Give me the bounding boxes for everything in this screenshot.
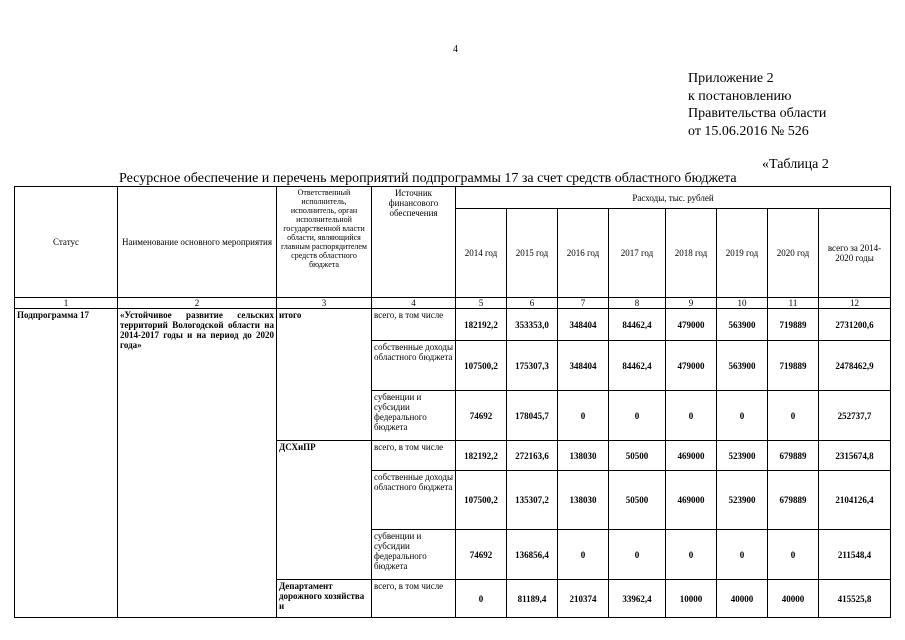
- value-cell: 182192,2: [456, 309, 507, 341]
- column-number: 2: [118, 298, 277, 309]
- appendix-line: к постановлению: [688, 88, 792, 104]
- value-cell: 40000: [768, 580, 819, 618]
- header-year: 2018 год: [666, 209, 717, 298]
- value-cell: 0: [666, 391, 717, 441]
- value-cell: 719889: [768, 341, 819, 391]
- column-number: 9: [666, 298, 717, 309]
- executor-cell: Департамент дорожного хозяйства и: [277, 580, 372, 618]
- value-cell: 272163,6: [507, 441, 558, 471]
- value-cell: 469000: [666, 471, 717, 530]
- column-number: 10: [717, 298, 768, 309]
- value-cell: 0: [609, 391, 666, 441]
- column-number: 8: [609, 298, 666, 309]
- header-status: Статус: [15, 187, 118, 298]
- value-cell: 348404: [558, 341, 609, 391]
- value-cell: 0: [717, 530, 768, 580]
- value-cell: 107500,2: [456, 471, 507, 530]
- column-number: 4: [372, 298, 456, 309]
- column-number: 12: [819, 298, 891, 309]
- value-cell: 0: [558, 391, 609, 441]
- value-cell: 523900: [717, 471, 768, 530]
- document-title: Ресурсное обеспечение и перечень мероприятий подпрограммы 17 за счет средств областного бюджета: [119, 171, 737, 186]
- source-cell: субвенции и субсидии федерального бюджета: [372, 530, 456, 580]
- source-cell: всего, в том числе: [372, 580, 456, 618]
- header-name: Наименование основного мероприятия: [118, 187, 277, 298]
- executor-cell: итого: [277, 309, 372, 441]
- total-cell: 2104126,4: [819, 471, 891, 530]
- value-cell: 0: [666, 530, 717, 580]
- column-number: 7: [558, 298, 609, 309]
- value-cell: 353353,0: [507, 309, 558, 341]
- value-cell: 679889: [768, 441, 819, 471]
- value-cell: 138030: [558, 471, 609, 530]
- column-number: 5: [456, 298, 507, 309]
- header-year: 2020 год: [768, 209, 819, 298]
- table-label: «Таблица 2: [762, 157, 829, 172]
- column-number: 3: [277, 298, 372, 309]
- column-number: 6: [507, 298, 558, 309]
- status-cell: Подпрограмма 17: [15, 309, 118, 618]
- header-year: 2016 год: [558, 209, 609, 298]
- source-cell: всего, в том числе: [372, 441, 456, 471]
- total-cell: 415525,8: [819, 580, 891, 618]
- value-cell: 563900: [717, 341, 768, 391]
- value-cell: 81189,4: [507, 580, 558, 618]
- value-cell: 719889: [768, 309, 819, 341]
- header-source: Источник финансового обеспечения: [372, 187, 456, 298]
- total-cell: 211548,4: [819, 530, 891, 580]
- source-cell: субвенции и субсидии федерального бюджета: [372, 391, 456, 441]
- total-cell: 2478462,9: [819, 341, 891, 391]
- value-cell: 0: [768, 530, 819, 580]
- header-year: 2019 год: [717, 209, 768, 298]
- value-cell: 84462,4: [609, 309, 666, 341]
- value-cell: 0: [717, 391, 768, 441]
- value-cell: 50500: [609, 471, 666, 530]
- value-cell: 135307,2: [507, 471, 558, 530]
- value-cell: 10000: [666, 580, 717, 618]
- executor-cell: ДСХиПР: [277, 441, 372, 580]
- header-year-total: всего за 2014-2020 годы: [819, 209, 891, 298]
- value-cell: 40000: [717, 580, 768, 618]
- page-number: 4: [453, 44, 458, 55]
- value-cell: 0: [609, 530, 666, 580]
- appendix-line: от 15.06.2016 № 526: [688, 123, 809, 139]
- value-cell: 138030: [558, 441, 609, 471]
- value-cell: 50500: [609, 441, 666, 471]
- appendix-line: Правительства области: [688, 106, 827, 121]
- total-cell: 252737,7: [819, 391, 891, 441]
- value-cell: 107500,2: [456, 341, 507, 391]
- header-executor: Ответственный исполнитель, исполнитель, орган исполнительной государственной власти области, являющийся главным распорядителем средств областного бюджета: [277, 187, 372, 298]
- value-cell: 178045,7: [507, 391, 558, 441]
- column-number: 11: [768, 298, 819, 309]
- total-cell: 2731200,6: [819, 309, 891, 341]
- total-cell: 2315674,8: [819, 441, 891, 471]
- value-cell: 479000: [666, 309, 717, 341]
- program-name: «Устойчивое развитие сельских территорий Вологодской области на 2014-2017 годы и на период до 2020 года»: [118, 309, 277, 618]
- value-cell: 84462,4: [609, 341, 666, 391]
- value-cell: 210374: [558, 580, 609, 618]
- source-cell: всего, в том числе: [372, 309, 456, 341]
- appendix-block: [688, 70, 826, 140]
- source-cell: собственные доходы областного бюджета: [372, 341, 456, 391]
- value-cell: 175307,3: [507, 341, 558, 391]
- value-cell: 33962,4: [609, 580, 666, 618]
- value-cell: 679889: [768, 471, 819, 530]
- column-number: 1: [15, 298, 118, 309]
- value-cell: 0: [456, 580, 507, 618]
- value-cell: 469000: [666, 441, 717, 471]
- source-cell: собственные доходы областного бюджета: [372, 471, 456, 530]
- header-year: 2014 год: [456, 209, 507, 298]
- header-expenses: Расходы, тыс. рублей: [456, 187, 891, 209]
- value-cell: 182192,2: [456, 441, 507, 471]
- resource-table: [14, 186, 891, 618]
- value-cell: 74692: [456, 530, 507, 580]
- appendix-line: Приложение 2: [688, 71, 774, 86]
- value-cell: 348404: [558, 309, 609, 341]
- header-year: 2015 год: [507, 209, 558, 298]
- value-cell: 479000: [666, 341, 717, 391]
- value-cell: 74692: [456, 391, 507, 441]
- value-cell: 0: [558, 530, 609, 580]
- value-cell: 0: [768, 391, 819, 441]
- value-cell: 136856,4: [507, 530, 558, 580]
- value-cell: 563900: [717, 309, 768, 341]
- value-cell: 523900: [717, 441, 768, 471]
- header-year: 2017 год: [609, 209, 666, 298]
